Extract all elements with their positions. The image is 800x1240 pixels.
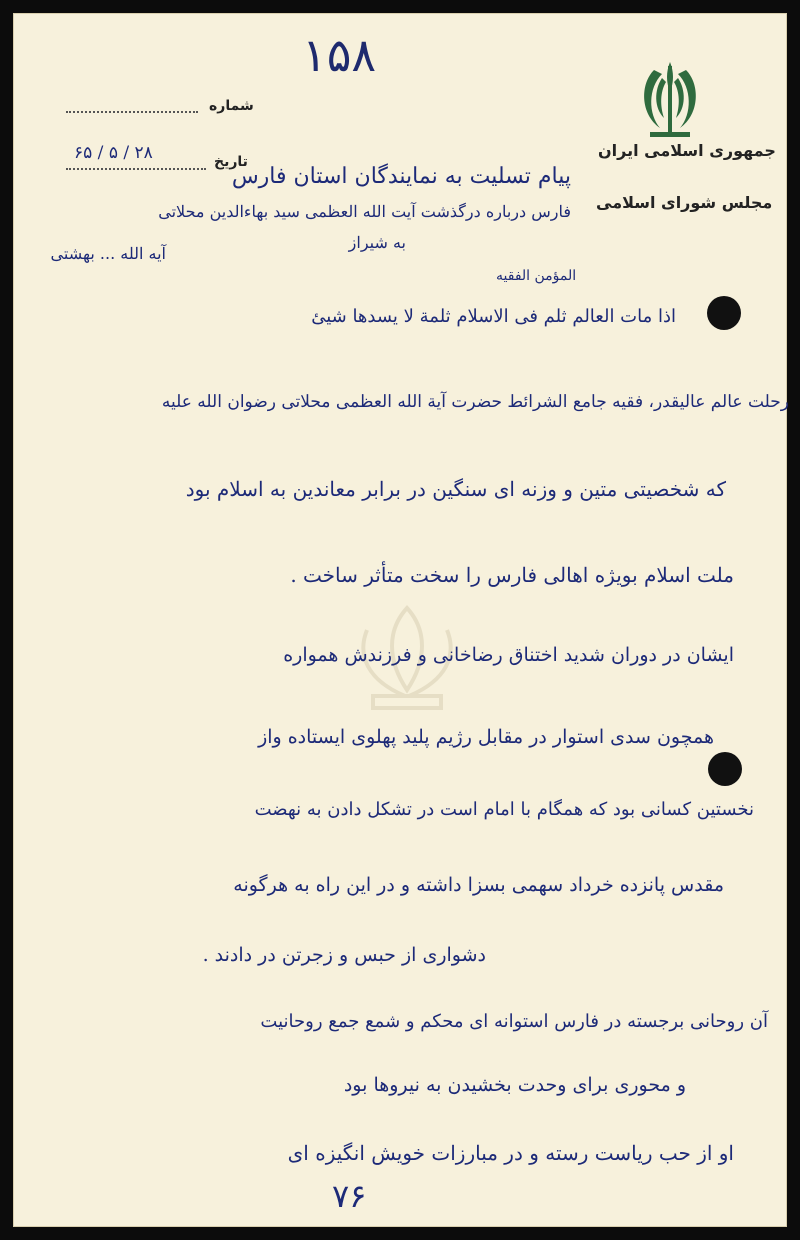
footer-page-number: ۷۶	[332, 1177, 367, 1215]
body-line-9: دشواری از حبس و زجرتن در دادند .	[202, 944, 486, 966]
body-line-7: نخستین کسانی بود که همگام با امام است در تشکل دادن به نهضت	[254, 799, 754, 820]
heading-line-2: فارس درباره درگذشت آیت الله العظمی سید بهاءالدین محلاتی	[158, 202, 571, 221]
heading-line-3: به شیراز	[348, 233, 406, 252]
margin-correction: المؤمن الفقیه	[496, 268, 577, 284]
republic-title: جمهوری اسلامی ایران	[598, 141, 776, 160]
body-line-12: او از حب ریاست رسته و در مبارزات خویش انگیزه ای	[287, 1141, 734, 1165]
heading-line-4: آیه الله ... بهشتی	[50, 244, 166, 263]
assembly-title: مجلس شورای اسلامی	[596, 193, 773, 212]
body-line-5: ایشان در دوران شدید اختناق رضاخانی و فرزندش همواره	[283, 644, 734, 666]
body-line-6: همچون سدی استوار در مقابل رژیم پلید پهلوی ایستاده واز	[258, 726, 714, 748]
body-line-3: که شخصیتی متین و وزنه ای سنگین در برابر معاندین به اسلام بود	[185, 477, 726, 501]
page-number: ۱۵۸	[302, 28, 377, 82]
document-page	[13, 13, 787, 1227]
body-line-10: آن روحانی برجسته در فارس استوانه ای محکم و شمع جمع روحانیت	[260, 1011, 768, 1032]
date-label: تاریخ	[214, 154, 248, 170]
body-line-2: رحلت عالم عالیقدر، فقیه جامع الشرائط حضرت آیة الله العظمی محلاتی رضوان الله علیه	[161, 392, 789, 412]
date-line	[66, 168, 206, 170]
date-value: ۲۸ / ۵ / ۶۵	[74, 143, 153, 163]
number-line	[66, 111, 198, 113]
number-label: شماره	[209, 98, 254, 114]
heading-line-1: پیام تسلیت به نمایندگان استان فارس	[231, 164, 571, 189]
body-line-11: و محوری برای وحدت بخشیدن به نیروها بود	[343, 1074, 686, 1096]
body-line-4: ملت اسلام بویژه اهالی فارس را سخت متأثر ساخت .	[290, 563, 734, 587]
iran-emblem-icon	[626, 56, 714, 144]
punch-hole-top	[707, 296, 741, 330]
body-line-8: مقدس پانزده خرداد سهمی بسزا داشته و در این راه به هرگونه	[233, 874, 724, 896]
body-line-1: اذا مات العالم ثلم فی الاسلام ثلمة لا یسدها شیئ	[311, 306, 676, 327]
punch-hole-bottom	[708, 752, 742, 786]
